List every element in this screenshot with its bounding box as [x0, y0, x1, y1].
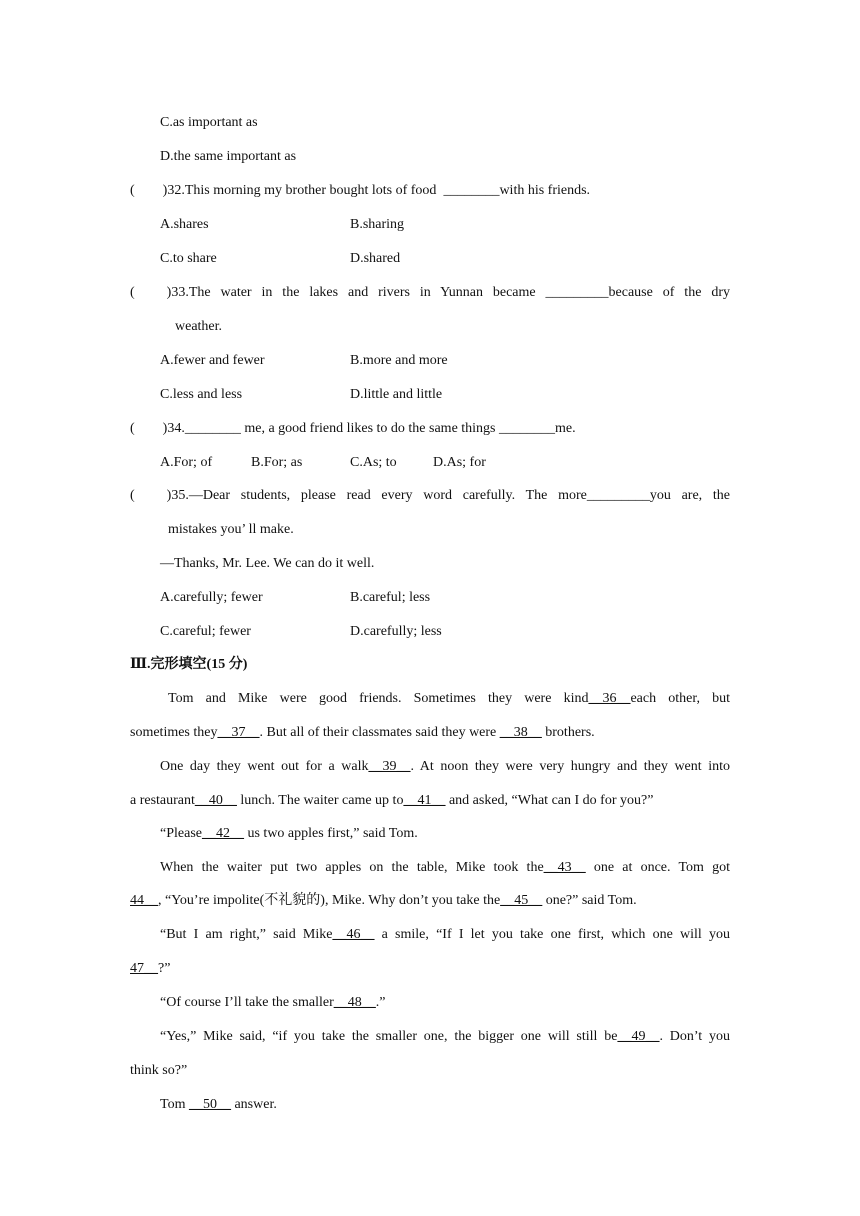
q34-option-c: C.As; to	[350, 455, 397, 470]
passage-line-10: “Of course I’ll take the smaller__48__.”	[160, 995, 386, 1010]
section-title-cloze: Ⅲ.完形填空(15 分)	[130, 657, 248, 672]
blank-43: __43__	[543, 860, 586, 875]
q32-option-c: C.to share	[160, 251, 217, 266]
q32-option-d: D.shared	[350, 251, 401, 266]
blank-45: __45__	[500, 893, 543, 908]
passage-line-5: “Please__42__ us two apples first,” said Tom.	[160, 826, 418, 841]
q35-option-c: C.careful; fewer	[160, 624, 251, 639]
q32-option-a: A.shares	[160, 217, 209, 232]
answer-paren: (	[130, 421, 135, 436]
blank-46: __46__	[332, 927, 375, 942]
q35-reply: —Thanks, Mr. Lee. We can do it well.	[160, 556, 375, 571]
q33-option-c: C.less and less	[160, 387, 243, 402]
passage-line-6: When the waiter put two apples on the table, Mike took the__43__ one at once. Tom got	[160, 860, 730, 875]
q32-option-b: B.sharing	[350, 217, 405, 232]
q35-option-b: B.careful; less	[350, 590, 431, 605]
q33-option-b: B.more and more	[350, 353, 448, 368]
answer-paren: (	[130, 285, 135, 300]
q34-option-a: A.For; of	[160, 455, 213, 470]
blank-50: __50__	[188, 1097, 231, 1112]
blank-37: __37__	[217, 725, 260, 740]
passage-line-11: “Yes,” Mike said, “if you take the smaller one, the bigger one will still be__49__. Don’t you	[160, 1029, 731, 1044]
answer-paren: (	[130, 488, 135, 503]
passage-line-7: 44__, “You’re impolite(不礼貌的), Mike. Why don’t you take the__45__ one?” said Tom.	[130, 893, 637, 908]
q34-option-d: D.As; for	[433, 455, 486, 470]
q35-option-a: A.carefully; fewer	[160, 590, 263, 605]
q31-option-c: C.as important as	[160, 115, 258, 130]
q33-stem-cont: weather.	[175, 319, 223, 334]
blank-49: __49__	[617, 1029, 660, 1044]
blank-40: __40__	[194, 793, 237, 808]
q33-option-a: A.fewer and fewer	[160, 353, 265, 368]
passage-line-9: 47__?”	[130, 961, 171, 976]
q35-stem-cont: mistakes you’ ll make.	[168, 522, 294, 537]
passage-line-2: sometimes they__37__. But all of their classmates said they were __38__ brothers.	[130, 725, 595, 740]
q32-stem: ( )32.This morning my brother bought lots of food ________with his friends.	[130, 183, 591, 198]
passage-line-4: a restaurant__40__ lunch. The waiter came up to__41__ and asked, “What can I do for you?”	[130, 793, 654, 808]
q33-stem: ( )33.The water in the lakes and rivers in Yunnan became _________because of the dry	[130, 285, 730, 300]
blank-41: __41__	[403, 793, 446, 808]
passage-line-1: Tom and Mike were good friends. Sometimes they were kind__36__each other, but	[168, 691, 730, 706]
q34-option-b: B.For; as	[251, 455, 303, 470]
q31-option-d: D.the same important as	[160, 149, 297, 164]
blank-36: __36__	[588, 691, 631, 706]
q33-option-d: D.little and little	[350, 387, 443, 402]
answer-paren: (	[130, 183, 135, 198]
q34-stem: ( )34.________ me, a good friend likes to do the same things ________me.	[130, 421, 576, 436]
q35-stem: ( )35.—Dear students, please read every word carefully. The more_________you are, the	[130, 488, 730, 503]
blank-48: __48__	[333, 995, 376, 1010]
q35-option-d: D.carefully; less	[350, 624, 442, 639]
passage-line-12: think so?”	[130, 1063, 188, 1078]
blank-42: __42__	[201, 826, 244, 841]
passage-line-3: One day they went out for a walk__39__. At noon they were very hungry and they went into	[160, 759, 731, 774]
passage-line-13: Tom __50__ answer.	[160, 1097, 277, 1112]
blank-44: 44__	[130, 893, 158, 908]
passage-line-8: “But I am right,” said Mike__46__ a smile, “If I let you take one first, which one will you	[160, 927, 731, 942]
blank-47: 47__	[130, 961, 158, 976]
blank-39: __39__	[368, 759, 411, 774]
blank-38: __38__	[499, 725, 542, 740]
